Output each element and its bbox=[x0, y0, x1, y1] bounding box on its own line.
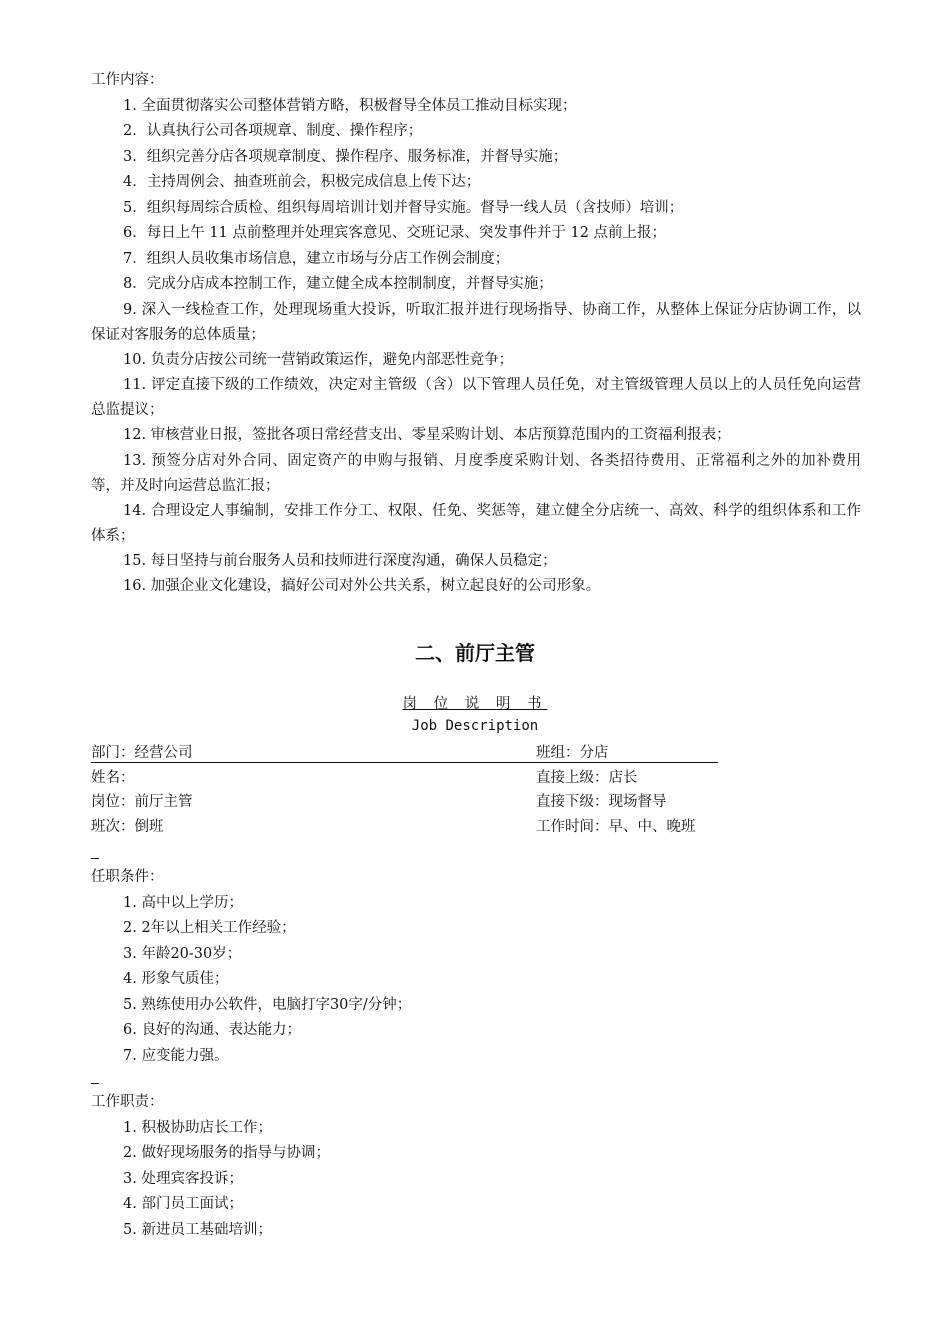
list-item: 4. 形象气质佳； bbox=[123, 971, 229, 987]
list-item: 4. 部门员工面试； bbox=[123, 1196, 243, 1212]
job-description-title bbox=[0, 692, 950, 713]
info-row-name bbox=[91, 766, 861, 790]
list-item: 11. 评定直接下级的工作绩效，决定对主管级（含）以下管理人员任免，对主管级管理人员以上的人员任免向运营总监提议； bbox=[91, 377, 861, 418]
work-content-section bbox=[91, 68, 861, 600]
list-item: 4．主持周例会、抽查班前会，积极完成信息上传下达； bbox=[123, 174, 481, 190]
duties-section bbox=[91, 1090, 861, 1243]
list-item: 7．组织人员收集市场信息，建立市场与分店工作例会制度； bbox=[123, 250, 510, 267]
list-item: 9. 深入一线检查工作，处理现场重大投诉，听取汇报并进行现场指导、协商工作，从整体上保证分店协调工作，以保证对客服务的总体质量； bbox=[91, 301, 861, 343]
list-item: 5. 熟练使用办公软件，电脑打字30字/分钟； bbox=[123, 996, 412, 1013]
list-item: 6. 良好的沟通、表达能力； bbox=[123, 1022, 301, 1038]
work-content-heading: 工作内容： bbox=[91, 72, 164, 88]
list-item: 14. 合理设定人事编制，安排工作分工、权限、任免、奖惩等，建立健全分店统一、高效、科学的组织体系和工作体系； bbox=[91, 502, 861, 544]
list-item: 7. 应变能力强。 bbox=[123, 1047, 229, 1064]
name-field: 姓名： bbox=[91, 770, 135, 786]
list-item: 15. 每日坚持与前台服务人员和技师进行深度沟通，确保人员稳定； bbox=[123, 552, 557, 569]
list-item: 10. 负责分店按公司统一营销政策运作，避免内部恶性竞争； bbox=[123, 351, 514, 368]
list-item: 16. 加强企业文化建设，搞好公司对外公共关系，树立起良好的公司形象。 bbox=[123, 578, 601, 594]
team-underline bbox=[536, 762, 718, 763]
list-item: 5. 新进员工基础培训； bbox=[123, 1221, 272, 1238]
list-item: 1. 积极协助店长工作； bbox=[123, 1119, 272, 1136]
job-description-title-en: Job Description bbox=[411, 718, 539, 734]
list-item: 3. 年龄20-30岁； bbox=[123, 945, 242, 962]
list-item: 12. 审核营业日报，签批各项日常经营支出、零星采购计划、本店预算范围内的工资福利报表； bbox=[123, 427, 731, 443]
divider-mark bbox=[91, 1083, 99, 1084]
list-item: 5．组织每周综合质检、组织每周培训计划并督导实施。督导一线人员（含技师）培训； bbox=[123, 199, 684, 216]
list-item: 2．认真执行公司各项规章、制度、操作程序； bbox=[123, 123, 423, 139]
list-item: 1. 高中以上学历； bbox=[123, 894, 243, 911]
subordinate-field: 直接下级：现场督导 bbox=[536, 794, 667, 810]
list-item: 2. 2年以上相关工作经验； bbox=[123, 920, 296, 936]
duties-heading: 工作职责： bbox=[91, 1094, 164, 1110]
list-item: 13. 预签分店对外合同、固定资产的申购与报销、月度季度采购计划、各类招待费用、正常福利之外的加补费用等，并及时向运营总监汇报； bbox=[91, 452, 861, 494]
team-field: 班组：分店 bbox=[536, 745, 609, 761]
hours-field: 工作时间：早、中、晚班 bbox=[536, 819, 696, 835]
requirements-heading: 任职条件： bbox=[91, 869, 164, 885]
info-row-shift bbox=[91, 815, 861, 839]
section-title: 二、前厅主管 bbox=[415, 641, 535, 665]
superior-field: 直接上级：店长 bbox=[536, 770, 638, 786]
list-item: 8．完成分店成本控制工作，建立健全成本控制制度，并督导实施； bbox=[123, 276, 553, 292]
info-row-dept bbox=[91, 741, 861, 765]
list-item: 1. 全面贯彻落实公司整体营销方略，积极督导全体员工推动目标实现； bbox=[123, 97, 577, 114]
divider-mark bbox=[91, 858, 99, 859]
list-item: 6．每日上午 11 点前整理并处理宾客意见、交班记录、突发事件并于 12 点前上报； bbox=[123, 225, 667, 241]
list-item: 2. 做好现场服务的指导与协调； bbox=[123, 1145, 330, 1161]
position-field: 岗位：前厅主管 bbox=[91, 794, 193, 810]
dept-field: 部门：经营公司 bbox=[91, 745, 193, 761]
requirements-section bbox=[91, 865, 861, 1069]
list-item: 3．组织完善分店各项规章制度、操作程序、服务标准，并督导实施； bbox=[123, 148, 568, 165]
info-row-position bbox=[91, 790, 861, 814]
list-item: 3. 处理宾客投诉； bbox=[123, 1170, 243, 1187]
job-description-title-cn: 岗 位 说 明 书 bbox=[402, 696, 548, 712]
shift-field: 班次：倒班 bbox=[91, 819, 164, 835]
